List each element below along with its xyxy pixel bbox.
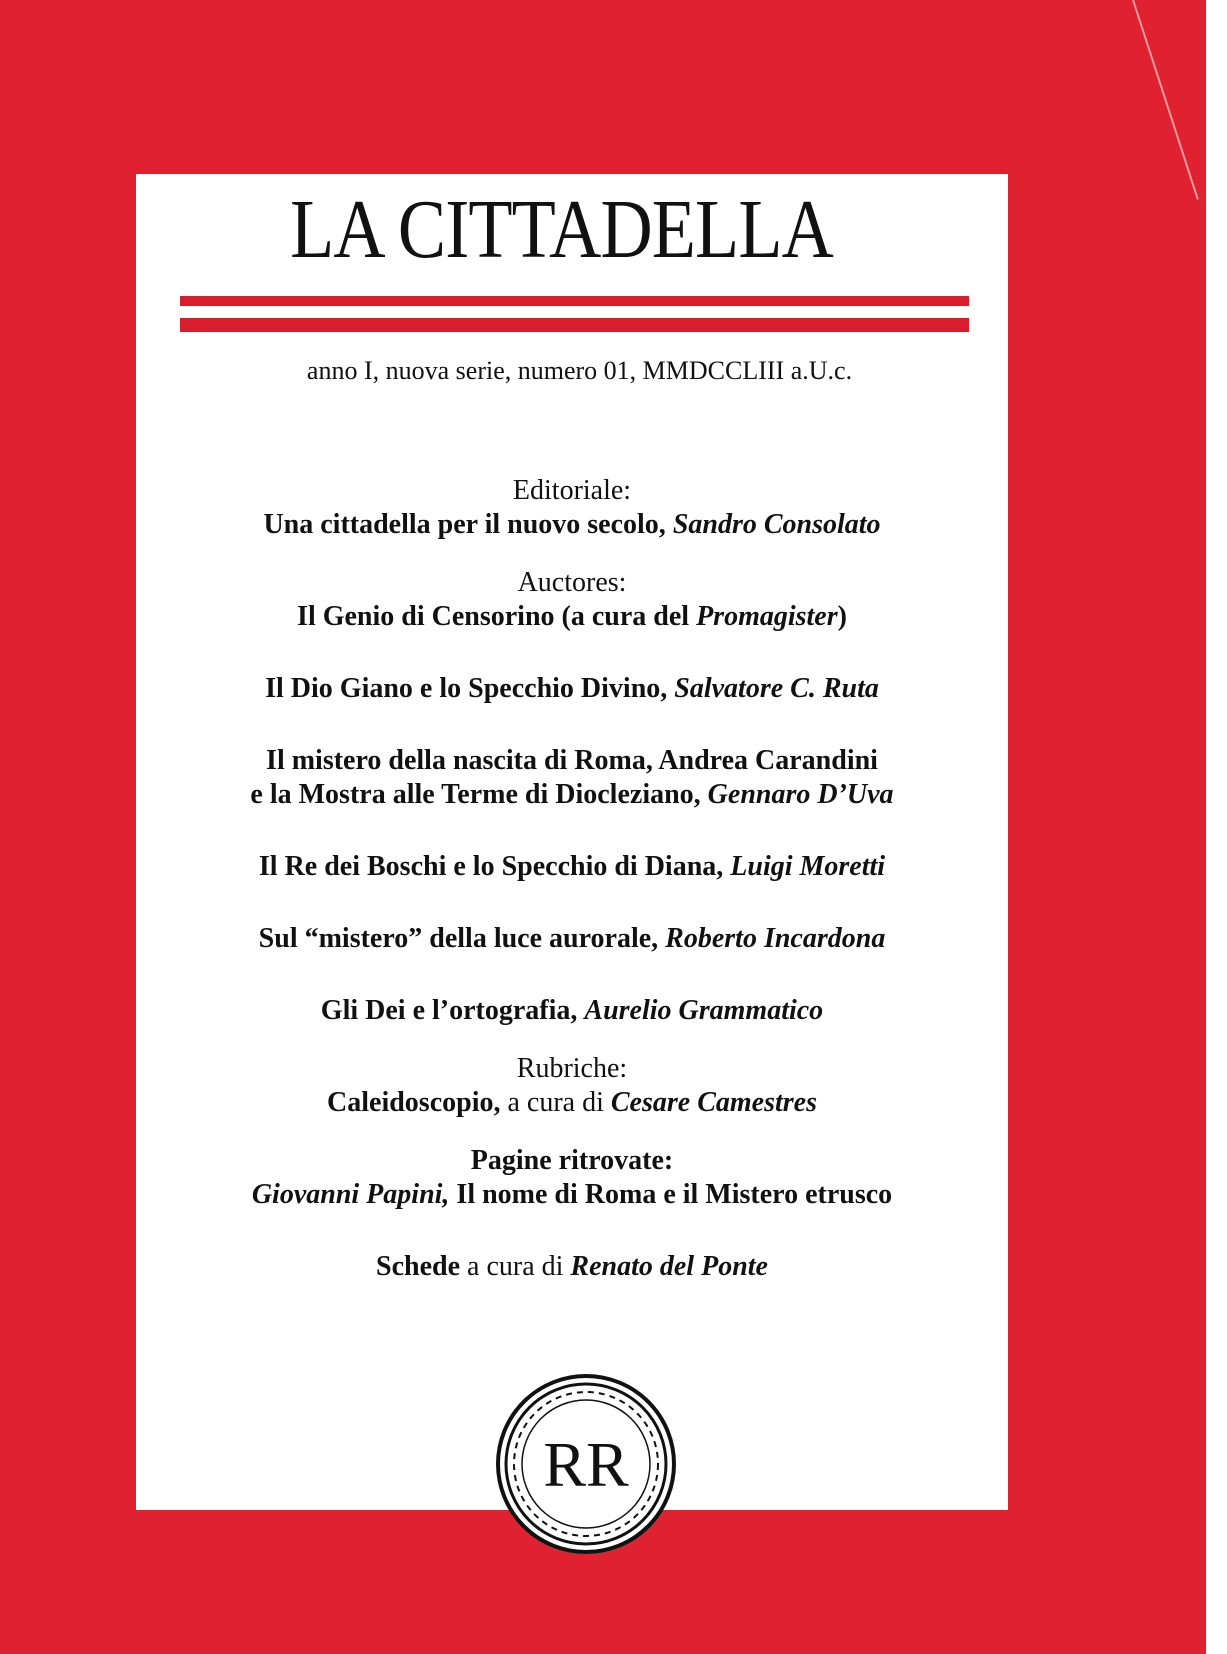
section-label-editoriale: Editoriale: <box>512 475 632 506</box>
entry-suffix: ) <box>837 601 847 632</box>
entry-title: Il Re dei Boschi e lo Specchio di Diana, <box>258 851 731 882</box>
toc-entry-papini <box>136 1178 1008 1212</box>
entry-author: Gennaro D’Uva <box>707 779 894 810</box>
entry-title-line2: e la Mostra alle Terme di Diocleziano, <box>250 779 708 810</box>
entry-title: Il Genio di Censorino (a cura del <box>297 601 697 632</box>
entry-author: Renato del Ponte <box>570 1251 768 1282</box>
entry-connector: a cura di <box>500 1087 611 1118</box>
entry-author: Luigi Moretti <box>730 851 886 882</box>
title-rule-thin <box>180 296 969 306</box>
entry-author: Salvatore C. Ruta <box>674 673 879 704</box>
toc-entry-schede <box>136 1250 1008 1284</box>
toc-entry-re-boschi <box>136 850 1008 884</box>
entry-title: Il nome di Roma e il Mistero etrusco <box>449 1179 893 1210</box>
entry-author: Sandro Consolato <box>672 509 881 540</box>
laurel-wreath-icon <box>500 1378 672 1550</box>
toc-entry-caleidoscopio <box>136 1086 1008 1120</box>
entry-title: Una cittadella per il nuovo secolo, <box>263 509 673 540</box>
issue-line: anno I, nuova serie, numero 01, MMDCCLIII a.U.c. <box>306 356 853 385</box>
magazine-title: LA CITTADELLA <box>290 183 833 276</box>
entry-title: Il mistero della nascita di Roma, Andrea Carandini <box>266 745 878 776</box>
toc-entry-luce-aurorale <box>136 922 1008 956</box>
entry-title: Gli Dei e l’ortografia, <box>320 995 585 1026</box>
emblem-monogram: RR <box>543 1429 629 1500</box>
toc-entry-mistero-roma-line2 <box>136 778 1008 812</box>
publisher-emblem-logo <box>496 1374 676 1554</box>
entry-author: Promagister <box>696 601 838 632</box>
toc-entry-ortografia <box>136 994 1008 1028</box>
toc-entry-genio <box>136 600 1008 634</box>
entry-author: Aurelio Grammatico <box>584 995 824 1026</box>
toc-entry-giano <box>136 672 1008 706</box>
entry-author: Roberto Incardona <box>665 923 886 954</box>
entry-title: Sul “mistero” della luce aurorale, <box>258 923 666 954</box>
section-label-rubriche: Rubriche: <box>516 1053 628 1084</box>
toc-entry-mistero-roma <box>136 744 1008 778</box>
title-rule-thick <box>180 318 969 332</box>
section-label-auctores: Auctores: <box>517 567 627 598</box>
entry-title: Caleidoscopio, <box>327 1087 501 1118</box>
section-label-pagine-ritrovate: Pagine ritrovate: <box>470 1145 674 1176</box>
toc-entry-editoriale <box>136 508 1008 542</box>
entry-author: Giovanni Papini, <box>251 1179 450 1210</box>
entry-connector: a cura di <box>460 1251 571 1282</box>
entry-title: Schede <box>376 1251 461 1282</box>
entry-title: Il Dio Giano e lo Specchio Divino, <box>265 673 675 704</box>
table-of-contents <box>136 474 1008 1284</box>
entry-author: Cesare Camestres <box>610 1087 817 1118</box>
